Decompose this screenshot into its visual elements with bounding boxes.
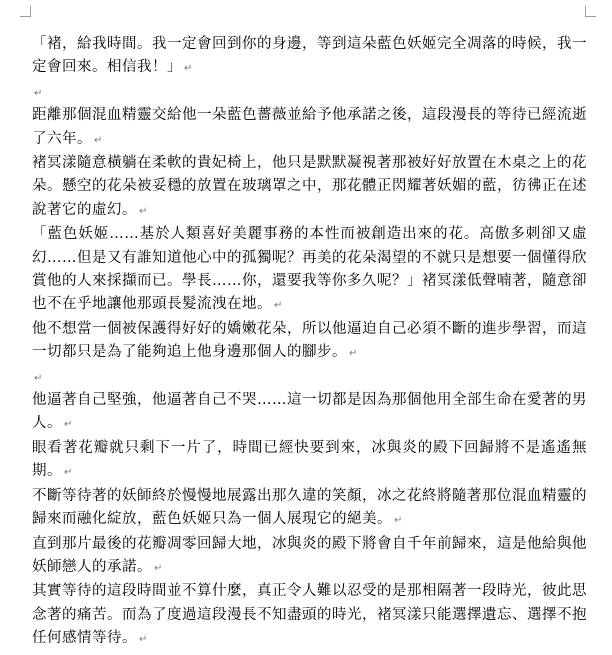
paragraph-mark-icon: ↵ [184, 63, 193, 75]
paragraph[interactable]: 「藍色妖姬……基於人類喜好美麗事務的本性而被創造出來的花。高傲多刺卻又虛幻……但是又有誰知道他心中的孤獨呢？再美的花朵渴望的不就只是想要一個懂得欣賞他的人來採擷而已。學長……你，還要我等你多久呢？」褚冥漾低聲喃著，隨意卻也不在乎地讓他那頭長髮流洩在地。 ↵ [32, 226, 587, 313]
paragraph-mark-icon: ↵ [64, 419, 73, 431]
paragraph[interactable]: 「褚，給我時間。我一定會回到你的身邊，等到這朵藍色妖姬完全凋落的時候，我一定會回來。相信我！」 ↵ [32, 36, 587, 76]
paragraph-mark-icon: ↵ [64, 467, 73, 479]
empty-paragraph[interactable] [32, 81, 587, 104]
paragraph[interactable]: 褚冥漾隨意橫躺在柔軟的貴妃椅上，他只是默默凝視著那被好好放置在木桌之上的花朵。懸空的花朵被妥穩的放置在玻璃罩之中，那花體正閃耀著妖媚的藍，彷彿正在述說著它的虛幻。 ↵ [32, 155, 587, 218]
empty-paragraph[interactable] [32, 366, 587, 389]
paragraph-mark-icon: ↵ [139, 634, 148, 646]
margin-corner-top-right [585, 6, 596, 17]
paragraph[interactable]: 眼看著花瓣就只剩下一片了，時間已經快要到來，冰與炎的殿下回歸將不是遙遙無期。 ↵ [32, 439, 587, 480]
paragraph-mark-icon: ↵ [34, 87, 43, 99]
paragraph-mark-icon: ↵ [154, 562, 163, 574]
paragraph-mark-icon: ↵ [349, 348, 358, 360]
margin-corner-top-left [20, 6, 31, 17]
paragraph-mark-icon: ↵ [34, 372, 43, 384]
paragraph[interactable]: 他不想當一個被保護得好好的嬌嫩花朵，所以他逼迫自己必須不斷的進步學習，而這一切都只是為了能夠追上他身邊那個人的腳步。 ↵ [32, 320, 587, 361]
paragraph[interactable]: 直到那片最後的花瓣凋零回歸大地，冰與炎的殿下將會自千年前歸來，這是他給與他妖師戀人的承諾。 ↵ [32, 535, 587, 575]
document-body[interactable] [32, 33, 587, 652]
paragraph-mark-icon: ↵ [139, 205, 148, 217]
paragraph[interactable]: 不斷等待著的妖師終於慢慢地展露出那久違的笑顏，冰之花終將隨著那位混血精靈的歸來而融化綻放，藍色妖姬只為一個人展現它的絕美。 ↵ [32, 487, 587, 528]
paragraph-mark-icon: ↵ [94, 134, 103, 146]
paragraph-mark-icon: ↵ [274, 300, 283, 312]
paragraph[interactable]: 其實等待的這段時間並不算什麼，真正令人難以忍受的是那相隔著一段時光，彼此思念著的痛苦。而為了度過這段漫長不知盡頭的時光，褚冥漾只能選擇遺忘、選擇不抱任何感情等待。 ↵ [32, 583, 587, 647]
paragraph[interactable]: 他逼著自己堅強，他逼著自己不哭……這一切都是因為那個他用全部生命在愛著的男人。 ↵ [32, 392, 587, 432]
paragraph-mark-icon: ↵ [394, 515, 403, 527]
paragraph[interactable]: 距離那個混血精靈交給他一朵藍色薔薇並給予他承諾之後，這段漫長的等待已經流逝了六年。 ↵ [32, 107, 587, 147]
